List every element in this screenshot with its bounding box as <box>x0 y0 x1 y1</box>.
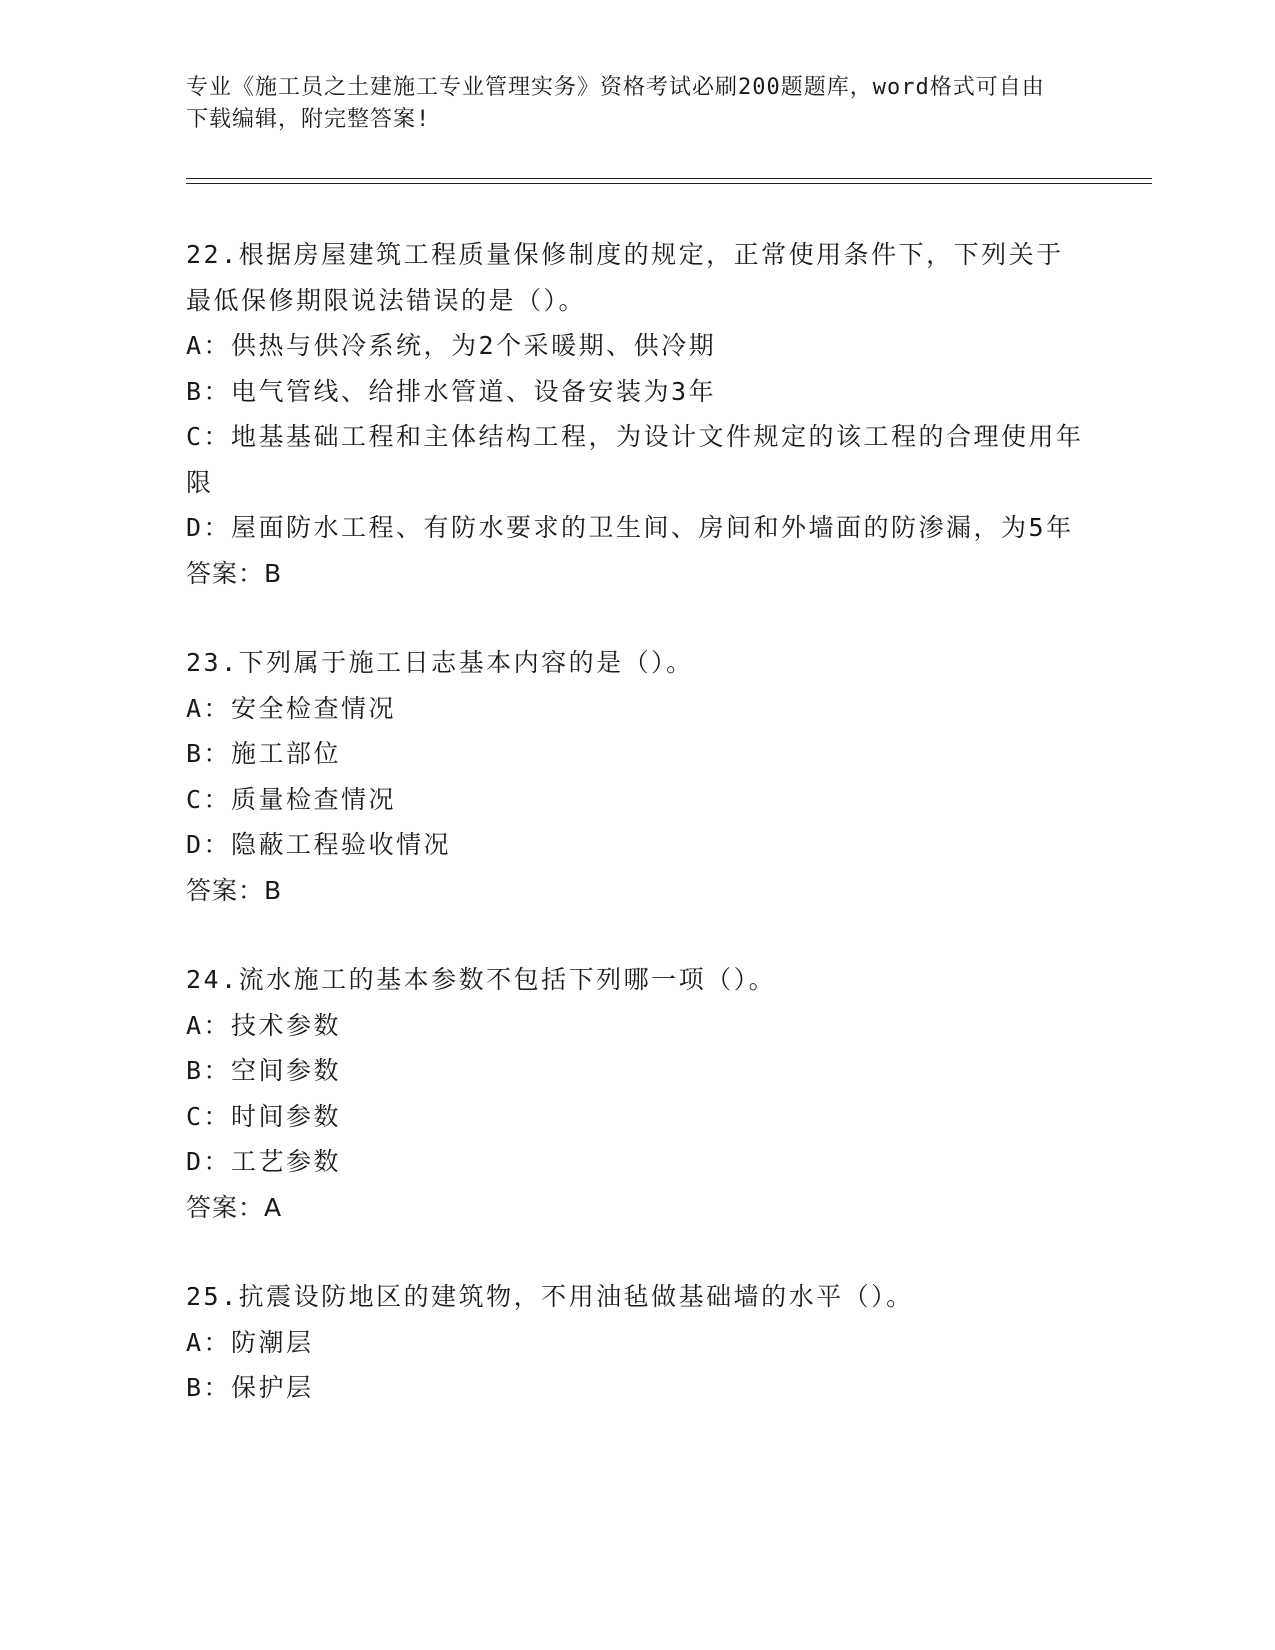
option-c: C：时间参数 <box>186 1101 342 1131</box>
question-stem: 24.流水施工的基本参数不包括下列哪一项（）。 <box>186 965 777 994</box>
question-stem: 22.根据房屋建筑工程质量保修制度的规定，正常使用条件下，下列关于最低保修期限说法错误的是（）。 <box>186 240 1064 315</box>
answer: 答案：B <box>186 875 283 905</box>
document-header: 专业《施工员之土建施工专业管理实务》资格考试必刷200题题库，word格式可自由下载编辑，附完整答案! <box>186 75 1045 132</box>
option-d: D：工艺参数 <box>186 1147 342 1176</box>
question-list <box>186 232 1086 1455</box>
question-stem: 25.抗震设防地区的建筑物，不用油毡做基础墙的水平（）。 <box>186 1282 914 1311</box>
header-divider-bottom <box>186 183 1152 184</box>
option-a: A：防潮层 <box>186 1327 314 1357</box>
question-23 <box>186 640 1086 913</box>
option-c: C：质量检查情况 <box>186 784 397 814</box>
option-b: B：空间参数 <box>186 1056 342 1085</box>
option-c: C：地基基础工程和主体结构工程，为设计文件规定的该工程的合理使用年限 <box>186 422 1084 497</box>
answer: 答案：B <box>186 558 283 588</box>
option-a: A：供热与供冷系统，为2个采暖期、供冷期 <box>186 331 717 360</box>
option-a: A：安全检查情况 <box>186 693 397 723</box>
option-d: D：隐蔽工程验收情况 <box>186 830 452 859</box>
option-b: B：保护层 <box>186 1373 314 1402</box>
question-stem: 23.下列属于施工日志基本内容的是（）。 <box>186 648 694 677</box>
question-25 <box>186 1274 1086 1411</box>
answer: 答案：A <box>186 1192 283 1222</box>
option-a: A：技术参数 <box>186 1010 342 1040</box>
header-divider-top <box>186 178 1152 179</box>
option-b: B：电气管线、给排水管道、设备安装为3年 <box>186 376 717 406</box>
question-24 <box>186 957 1086 1230</box>
question-22 <box>186 232 1086 596</box>
option-b: B：施工部位 <box>186 739 342 768</box>
option-d: D：屋面防水工程、有防水要求的卫生间、房间和外墙面的防渗漏，为5年 <box>186 513 1074 542</box>
